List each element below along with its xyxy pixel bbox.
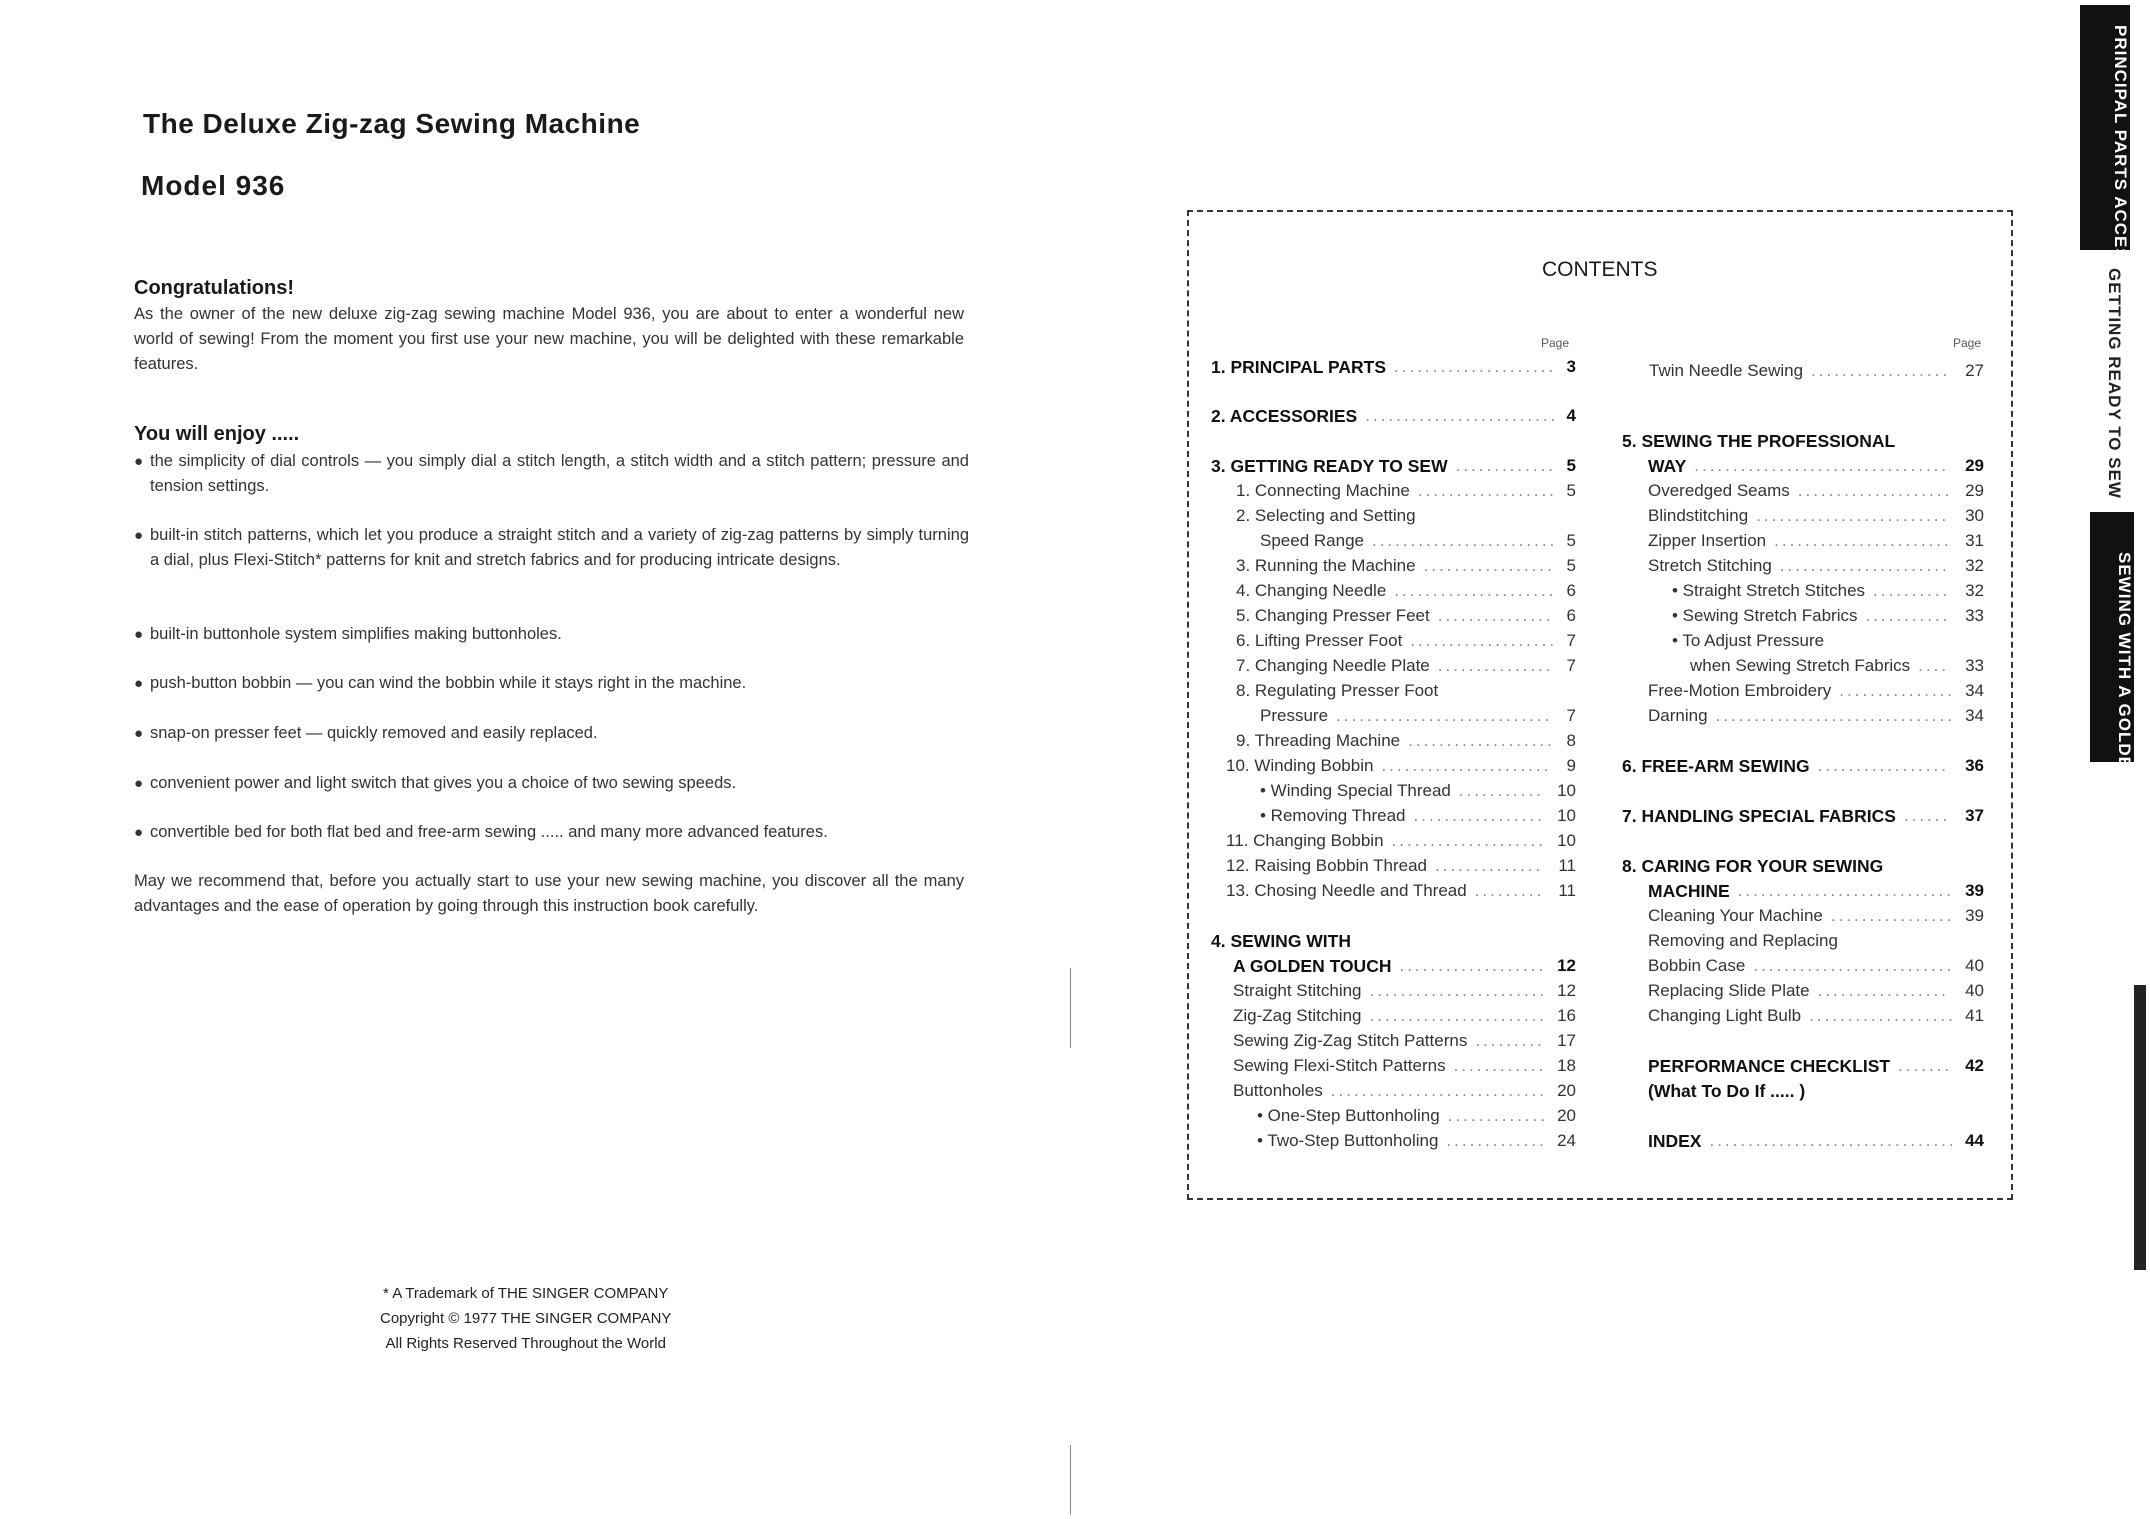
toc-entry-label: • One-Step Buttonholing	[1257, 1106, 1440, 1125]
toc-entry-label: 2. ACCESSORIES	[1211, 406, 1358, 426]
toc-entry-page: 41	[1965, 1006, 1984, 1025]
congratulations-heading: Congratulations!	[134, 277, 294, 299]
toc-leader-dots: ............................	[1336, 706, 1553, 725]
toc-entry-page: 5	[1566, 556, 1576, 575]
toc-leader-dots: .........	[1474, 881, 1545, 900]
copyright-footer	[380, 1281, 671, 1356]
toc-entry-label: 11. Changing Bobbin	[1226, 831, 1384, 850]
toc-leader-dots: ..........	[1873, 581, 1951, 600]
toc-entry-page: 3	[1566, 357, 1576, 376]
toc-entry-label: 12. Raising Bobbin Thread	[1226, 856, 1427, 875]
toc-entry-label: • Removing Thread	[1260, 806, 1406, 825]
toc-entry-page: 27	[1965, 361, 1984, 380]
toc-entry-page: 40	[1965, 981, 1984, 1000]
edge-tab-marker	[2134, 985, 2146, 1270]
toc-entry-page: 16	[1557, 1006, 1576, 1025]
toc-entry-page: 9	[1566, 756, 1576, 775]
toc-entry-label: 5. SEWING THE PROFESSIONAL	[1622, 431, 1896, 451]
toc-entry-page: 10	[1557, 806, 1576, 825]
toc-entry-label: Speed Range	[1260, 531, 1364, 550]
toc-entry-label: Free-Motion Embroidery	[1648, 681, 1832, 700]
bullet-icon: ●	[134, 675, 144, 692]
toc-entry-page: 5	[1566, 531, 1576, 550]
toc-entry-page: 42	[1965, 1056, 1984, 1075]
toc-leader-dots: .........................	[1365, 406, 1559, 425]
feature-item: ● built-in stitch patterns, which let you produce a straight stitch and a variety of zig-zag patterns by simply turning a dial, plus Flexi-Stitch* patterns for knit and stretch fabrics and for producing intricate designs.	[134, 523, 969, 573]
toc-entry-page: 7	[1566, 656, 1576, 675]
toc-leader-dots: ...................	[1410, 631, 1558, 650]
toc-entry-page: 6	[1566, 581, 1576, 600]
toc-entry-page: 8	[1566, 731, 1576, 750]
toc-entry-label: 9. Threading Machine	[1236, 731, 1401, 750]
page-column-header: Page	[1541, 336, 1570, 350]
page-title: The Deluxe Zig-zag Sewing Machine	[143, 108, 641, 139]
toc-leader-dots: ...........	[1458, 781, 1544, 800]
bullet-icon: ●	[134, 824, 144, 841]
toc-leader-dots: .................	[1413, 806, 1545, 825]
toc-entry-page: 5	[1566, 456, 1576, 475]
toc-entry-page: 11	[1558, 881, 1576, 900]
toc-entry-label: Twin Needle Sewing	[1649, 361, 1804, 380]
closing-paragraph: May we recommend that, before you actually start to use your new sewing machine, you discover all the many advantages and the ease of operation by going through this instruction book carefully.	[134, 872, 964, 915]
toc-leader-dots: .................	[1817, 981, 1949, 1000]
toc-entry-page: 29	[1965, 456, 1984, 475]
toc-entry-label: (What To Do If ..... )	[1648, 1081, 1806, 1101]
toc-entry-label: 3. GETTING READY TO SEW	[1211, 456, 1448, 476]
toc-leader-dots: ...................	[1408, 731, 1555, 750]
toc-entry-label: 7. Changing Needle Plate	[1236, 656, 1430, 675]
bullet-icon: ●	[134, 725, 144, 742]
toc-entry-label: Zipper Insertion	[1648, 531, 1767, 550]
bullet-icon: ●	[134, 527, 144, 544]
toc-entry-page: 20	[1557, 1081, 1576, 1100]
toc-entry-page: 12	[1557, 956, 1576, 975]
toc-entry-label: 7. HANDLING SPECIAL FABRICS	[1622, 806, 1896, 826]
contents-title: CONTENTS	[1542, 258, 1658, 281]
toc-entry-page: 32	[1965, 556, 1984, 575]
toc-entry-page: 40	[1965, 956, 1984, 975]
toc-entry-page: 7	[1566, 706, 1576, 725]
bullet-icon: ●	[134, 626, 144, 643]
toc-entry-label: 1. PRINCIPAL PARTS	[1211, 357, 1387, 377]
copyright-line: Copyright © 1977 THE SINGER COMPANY	[380, 1310, 672, 1327]
toc-leader-dots: .........	[1475, 1031, 1545, 1050]
toc-leader-dots: .............	[1447, 1106, 1549, 1125]
toc-entry-label: 4. SEWING WITH	[1211, 931, 1351, 951]
toc-entry-label: • Straight Stretch Stitches	[1672, 581, 1866, 600]
toc-entry-label: Zig-Zag Stitching	[1233, 1006, 1362, 1025]
toc-leader-dots: .................	[1423, 556, 1555, 575]
toc-entry-label: WAY	[1648, 456, 1687, 476]
toc-entry-page: 37	[1965, 806, 1984, 825]
toc-leader-dots: .......................	[1774, 531, 1952, 550]
bullet-icon: ●	[134, 453, 144, 470]
toc-entry-page: 10	[1557, 781, 1576, 800]
toc-entry-page: 31	[1965, 531, 1984, 550]
toc-entry-label: 5. Changing Presser Feet	[1236, 606, 1430, 625]
toc-entry-label: when Sewing Stretch Fabrics	[1690, 656, 1911, 675]
toc-leader-dots: ...........	[1865, 606, 1951, 625]
toc-entry-label: • Winding Special Thread	[1260, 781, 1451, 800]
toc-leader-dots: ............................	[1330, 1081, 1548, 1100]
toc-entry-page: 24	[1557, 1131, 1576, 1150]
toc-entry-label: Bobbin Case	[1648, 956, 1746, 975]
toc-entry-page: 33	[1965, 606, 1984, 625]
toc-entry-label: 6. FREE-ARM SEWING	[1622, 756, 1810, 776]
toc-leader-dots: ...................	[1399, 956, 1547, 975]
toc-entry-label: • Sewing Stretch Fabrics	[1672, 606, 1858, 625]
toc-entry-page: 32	[1965, 581, 1984, 600]
toc-entry-label: 8. CARING FOR YOUR SEWING	[1622, 856, 1884, 876]
toc-entry-page: 39	[1965, 906, 1984, 925]
toc-entry-page: 12	[1557, 981, 1576, 1000]
toc-entry-page: 10	[1557, 831, 1576, 850]
toc-leader-dots: ................	[1830, 906, 1955, 925]
model-number: Model 936	[141, 170, 286, 201]
enjoy-heading: You will enjoy .....	[134, 423, 300, 445]
toc-leader-dots: ...............................	[1715, 706, 1955, 725]
feature-item: ● convenient power and light switch that gives you a choice of two sewing speeds.	[134, 771, 969, 796]
feature-item: ● push-button bobbin — you can wind the bobbin while it stays right in the machine.	[134, 671, 969, 696]
toc-leader-dots: .................	[1817, 756, 1949, 775]
toc-leader-dots: ..................	[1811, 361, 1951, 380]
tab-principal-parts: PRINCIPAL PARTS ACCESSORIES	[2080, 5, 2130, 250]
toc-leader-dots: ..........................	[1753, 956, 1955, 975]
toc-entry-page: 5	[1566, 481, 1576, 500]
toc-entry-label: 4. Changing Needle	[1236, 581, 1387, 600]
toc-entry-label: 13. Chosing Needle and Thread	[1226, 881, 1467, 900]
toc-entry-page: 34	[1965, 681, 1984, 700]
congratulations-paragraph: As the owner of the new deluxe zig-zag sewing machine Model 936, you are about to enter a wonderful new world of sewing! From the moment you first use your new machine, you will be delighted with these remarkable features.	[134, 305, 964, 373]
toc-entry-label: INDEX	[1648, 1131, 1702, 1151]
tab-getting-ready: GETTING READY TO SEW	[2105, 268, 2124, 499]
toc-entry-page: 7	[1566, 631, 1576, 650]
toc-leader-dots: ...............	[1839, 681, 1956, 700]
toc-entry-page: 17	[1557, 1031, 1576, 1050]
page-column-header: Page	[1953, 336, 1982, 350]
toc-entry-page: 29	[1965, 481, 1984, 500]
toc-leader-dots: ............	[1453, 1056, 1547, 1075]
toc-entry-label: 8. Regulating Presser Foot	[1236, 681, 1439, 700]
toc-entry-label: Darning	[1648, 706, 1708, 725]
page-gutter-line	[1070, 1445, 1071, 1515]
toc-entry-label: Replacing Slide Plate	[1648, 981, 1810, 1000]
toc-leader-dots: .......................	[1369, 981, 1548, 1000]
toc-leader-dots: ..............	[1435, 856, 1544, 875]
toc-leader-dots: .............	[1446, 1131, 1547, 1150]
toc-entry-page: 18	[1557, 1056, 1576, 1075]
toc-entry-label: Sewing Zig-Zag Stitch Patterns	[1233, 1031, 1468, 1050]
toc-entry-label: Changing Light Bulb	[1648, 1006, 1802, 1025]
toc-entry-label: Sewing Flexi-Stitch Patterns	[1233, 1056, 1446, 1075]
toc-entry-label: 6. Lifting Presser Foot	[1236, 631, 1403, 650]
toc-leader-dots: ......................	[1779, 556, 1950, 575]
toc-leader-dots: .............	[1455, 456, 1557, 475]
feature-item: ● convertible bed for both flat bed and free-arm sewing ..... and many more advanced features.	[134, 820, 969, 845]
toc-leader-dots: ......	[1903, 806, 1951, 825]
feature-item: ● built-in buttonhole system simplifies making buttonholes.	[134, 622, 969, 647]
toc-entry-page: 20	[1557, 1106, 1576, 1125]
toc-leader-dots: .................................	[1694, 456, 1950, 475]
toc-entry-label: 2. Selecting and Setting	[1236, 506, 1416, 525]
toc-leader-dots: ....................	[1797, 481, 1953, 500]
toc-entry-page: 39	[1965, 881, 1984, 900]
toc-entry-label: • To Adjust Pressure	[1672, 631, 1825, 650]
toc-entry-label: Stretch Stitching	[1648, 556, 1772, 575]
toc-leader-dots: ...............	[1437, 656, 1554, 675]
toc-entry-label: Cleaning Your Machine	[1648, 906, 1823, 925]
toc-entry-label: Removing and Replacing	[1648, 931, 1838, 950]
toc-entry-label: PERFORMANCE CHECKLIST	[1648, 1056, 1891, 1076]
feature-item: ● snap-on presser feet — quickly removed and easily replaced.	[134, 721, 969, 746]
toc-entry-label: Overedged Seams	[1648, 481, 1790, 500]
toc-leader-dots: ............................	[1737, 881, 1954, 900]
toc-leader-dots: .....................	[1394, 581, 1557, 600]
toc-entry-label: 10. Winding Bobbin	[1226, 756, 1374, 775]
toc-leader-dots: ...............	[1437, 606, 1554, 625]
tab-golden-touch: SEWING WITH A GOLDEN TOUCH	[2090, 512, 2134, 762]
toc-entry-label: 1. Connecting Machine	[1236, 481, 1410, 500]
toc-entry-page: 4	[1566, 406, 1576, 425]
toc-leader-dots: ................................	[1709, 1131, 1957, 1150]
bullet-icon: ●	[134, 775, 144, 792]
toc-entry-label: Buttonholes	[1233, 1081, 1323, 1100]
toc-entry-label: A GOLDEN TOUCH	[1233, 956, 1392, 976]
toc-leader-dots: .......................	[1369, 1006, 1548, 1025]
toc-entry-page: 30	[1965, 506, 1984, 525]
toc-entry-page: 34	[1965, 706, 1984, 725]
toc-leader-dots: ..................	[1417, 481, 1557, 500]
feature-item: ● the simplicity of dial controls — you simply dial a stitch length, a stitch width and a stitch pattern; pressure and tension settings.	[134, 449, 969, 499]
toc-leader-dots: .....................	[1394, 357, 1557, 376]
toc-entry-label: Blindstitching	[1648, 506, 1749, 525]
toc-entry-label: • Two-Step Buttonholing	[1257, 1131, 1439, 1150]
toc-leader-dots: ....	[1918, 656, 1950, 675]
rights-line: All Rights Reserved Throughout the World	[385, 1335, 666, 1352]
toc-leader-dots: .........................	[1756, 506, 1950, 525]
toc-leader-dots: ...................	[1809, 1006, 1956, 1025]
toc-entry-page: 44	[1965, 1131, 1984, 1150]
toc-leader-dots: ........................	[1371, 531, 1558, 550]
toc-entry-page: 33	[1965, 656, 1984, 675]
page-gutter-line	[1070, 968, 1071, 1048]
toc-entry-label: Straight Stitching	[1233, 981, 1362, 1000]
toc-entry-label: 3. Running the Machine	[1236, 556, 1416, 575]
toc-entry-label: Pressure	[1260, 706, 1329, 725]
toc-leader-dots: .......	[1898, 1056, 1953, 1075]
toc-entry-label: MACHINE	[1648, 881, 1730, 901]
toc-entry-page: 6	[1566, 606, 1576, 625]
toc-leader-dots: ....................	[1391, 831, 1547, 850]
toc-leader-dots: ......................	[1381, 756, 1552, 775]
toc-entry-page: 11	[1558, 856, 1576, 875]
toc-entry-page: 36	[1965, 756, 1984, 775]
trademark-line: * A Trademark of THE SINGER COMPANY	[383, 1285, 669, 1302]
